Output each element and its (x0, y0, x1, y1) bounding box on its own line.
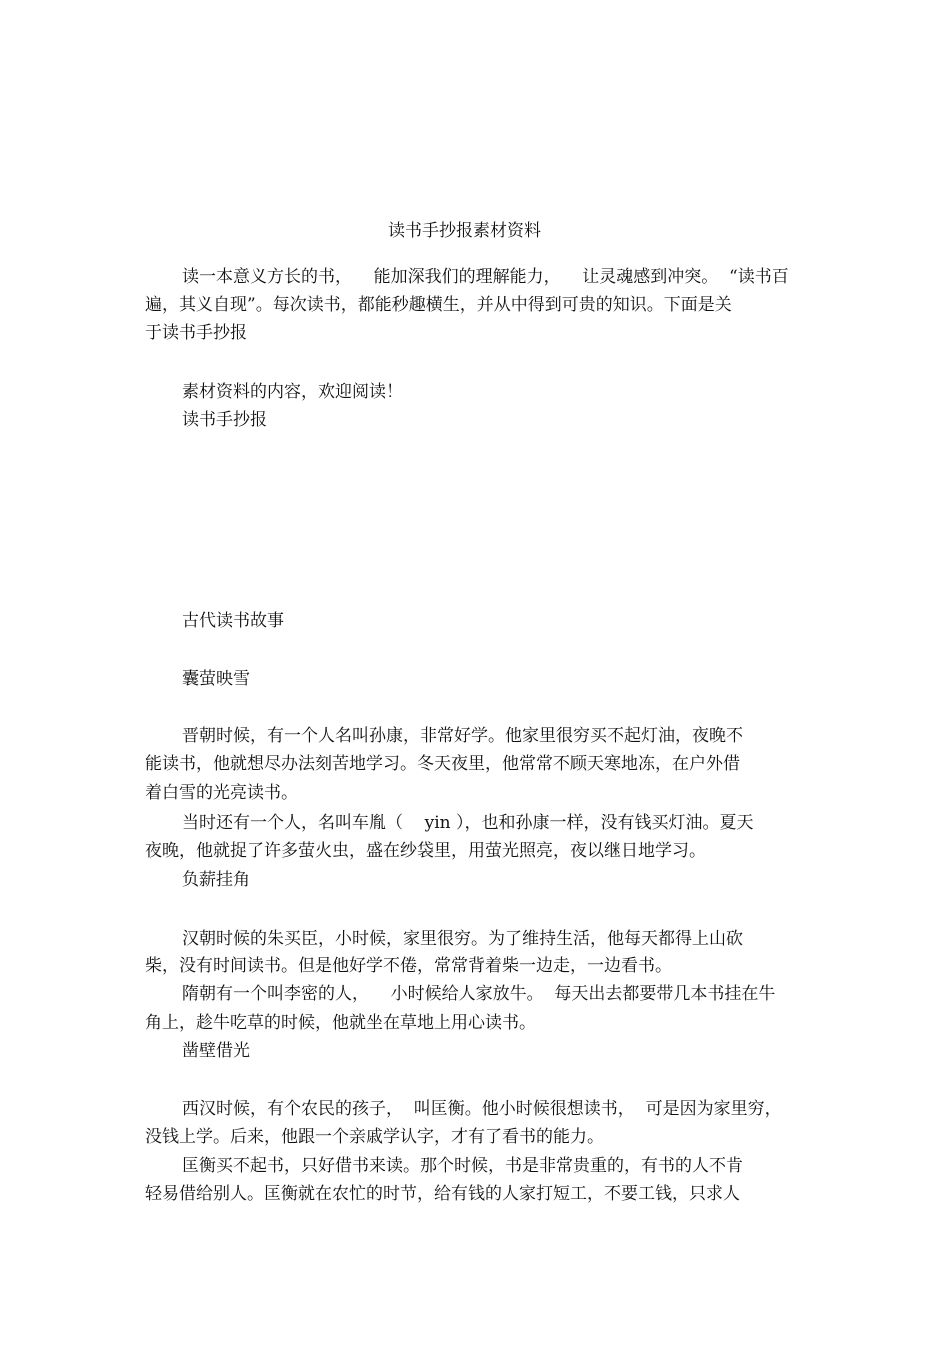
intro-line: 读书手抄报 (182, 410, 267, 430)
paragraph-line: 西汉时候，有个农民的孩子， 叫匡衡。他小时候很想读书， 可是因为家里穷， (182, 1099, 782, 1119)
intro-line: 于读书手抄报 (145, 323, 247, 343)
paragraph-line: 汉朝时候的朱买臣，小时候，家里很穷。为了维持生活，他每天都得上山砍 (182, 929, 743, 949)
paragraph-line: 轻易借给别人。匡衡就在农忙的时节，给有钱的人家打短工，不要工钱，只求人 (145, 1184, 740, 1204)
paragraph-line: 夜晚，他就捉了许多萤火虫，盛在纱袋里，用萤光照亮，夜以继日地学习。 (145, 841, 706, 861)
intro-line: 遍，其义自现”。每次读书，都能秒趣横生，并从中得到可贵的知识。下面是关 (145, 295, 732, 315)
page-title: 读书手抄报素材资料 (388, 221, 541, 241)
paragraph-line: 隋朝有一个叫李密的人， 小时候给人家放牛。 每天出去都要带几本书挂在牛 (182, 984, 776, 1004)
paragraph-line: 柴，没有时间读书。但是他好学不倦，常常背着柴一边走，一边看书。 (145, 956, 672, 976)
paragraph-line: 匡衡买不起书，只好借书来读。那个时候，书是非常贵重的，有书的人不肯 (182, 1156, 743, 1176)
section-heading: 古代读书故事 (182, 611, 284, 631)
story-heading: 凿壁借光 (182, 1041, 250, 1061)
paragraph-line: 能读书，他就想尽办法刻苦地学习。冬天夜里，他常常不顾天寒地冻，在户外借 (145, 754, 740, 774)
paragraph-line: 晋朝时候，有一个人名叫孙康，非常好学。他家里很穷买不起灯油，夜晚不 (182, 726, 743, 746)
paragraph-line: 没钱上学。后来，他跟一个亲戚学认字，才有了看书的能力。 (145, 1127, 604, 1147)
story-heading: 负薪挂角 (182, 870, 250, 890)
paragraph-line: 当时还有一个人，名叫车胤（ yin ），也和孙康一样，没有钱买灯油。夏天 (182, 813, 754, 833)
intro-line: 读一本意义方长的书， 能加深我们的理解能力， 让灵魂感到冲突。 “读书百 (182, 267, 789, 287)
paragraph-line: 着白雪的光亮读书。 (145, 783, 298, 803)
paragraph-line: 角上，趁牛吃草的时候，他就坐在草地上用心读书。 (145, 1013, 536, 1033)
intro-line: 素材资料的内容，欢迎阅读！ (182, 382, 403, 402)
story-heading: 囊萤映雪 (182, 669, 250, 689)
